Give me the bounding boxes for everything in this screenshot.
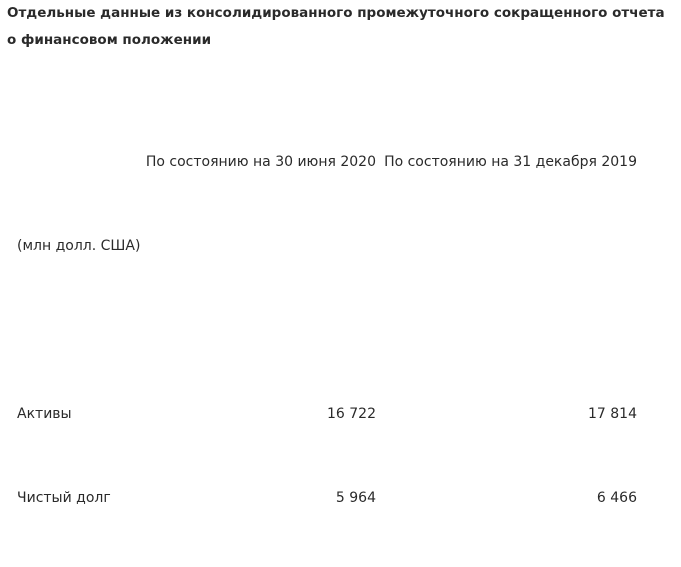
assets-value-2019: 17 814 [588,406,637,422]
net-debt-value-2019: 6 466 [596,490,637,506]
assets-value-2020: 16 722 [327,406,376,422]
row-label-assets: Активы [17,406,72,422]
units-label: (млн долл. США) [17,238,141,254]
page-title: Отдельные данные из консолидированного промежуточного сокращенного отчета о финансовом положении [7,5,665,48]
row-label-net-debt: Чистый долг [17,490,111,506]
column-header-december-2019: По состоянию на 31 декабря 2019 [384,154,637,170]
column-header-june-2020: По состоянию на 30 июня 2020 [145,154,376,170]
net-debt-value-2020: 5 964 [335,490,376,506]
